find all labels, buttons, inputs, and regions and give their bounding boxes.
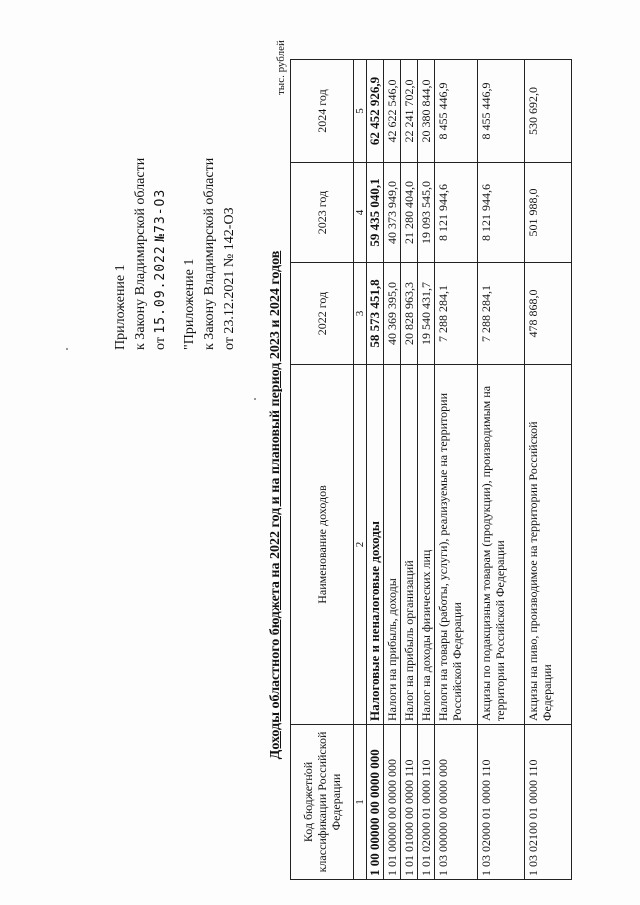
prev-annex-title: "Приложение 1	[182, 258, 197, 350]
annex-to-law: к Закону Владимирской области	[133, 157, 148, 350]
row-2024: 62 452 926,9	[367, 60, 384, 163]
header-2022: 2022 год	[291, 263, 354, 365]
table-row	[435, 60, 478, 880]
column-number: 5	[354, 60, 367, 163]
row-2024: 42 622 546,0	[384, 60, 401, 163]
annex-title: Приложение 1	[113, 264, 128, 350]
row-code: 1 03 02000 01 0000 110	[478, 725, 525, 880]
row-2023: 501 988,0	[525, 163, 572, 263]
row-2022: 478 868,0	[525, 263, 572, 365]
prev-annex-date-line: от 23.12.2021 № 142-ОЗ	[222, 207, 237, 350]
row-2023: 8 121 944,6	[478, 163, 525, 263]
row-2022: 40 369 395,0	[384, 263, 401, 365]
column-number: 4	[354, 163, 367, 263]
column-number: 1	[354, 725, 367, 880]
row-2023: 8 121 944,6	[435, 163, 478, 263]
prev-annex-header	[180, 158, 240, 350]
row-2023: 40 373 949,0	[384, 163, 401, 263]
row-name: Налог на доходы физических лиц	[418, 365, 435, 725]
header-code: Код бюджетной классификации Российской Федерации	[291, 725, 354, 880]
row-2023: 19 093 545,0	[418, 163, 435, 263]
income-table	[290, 59, 572, 880]
annex-date: 15.09.2022	[153, 245, 168, 334]
row-name: Налог на прибыль организаций	[401, 365, 418, 725]
row-name: Налоги на товары (работы, услуги), реализуемые на территории Российской Федерации	[435, 365, 478, 725]
table-row	[401, 60, 418, 880]
rotated-content	[4, 5, 636, 905]
row-2022: 20 828 963,3	[401, 263, 418, 365]
column-number: 3	[354, 263, 367, 365]
table-row	[384, 60, 401, 880]
row-code: 1 01 01000 00 0000 110	[401, 725, 418, 880]
prev-annex-to-law: к Закону Владимирской области	[202, 157, 217, 350]
row-code: 1 01 02000 01 0000 110	[418, 725, 435, 880]
row-2022: 19 540 431,7	[418, 263, 435, 365]
header-2024: 2024 год	[291, 60, 354, 163]
column-number: 2	[354, 365, 367, 725]
row-2023: 59 435 040,1	[367, 163, 384, 263]
row-2024: 8 455 446,9	[478, 60, 525, 163]
row-name: Акцизы на пиво, производимое на территории Российской Федерации	[525, 365, 572, 725]
column-number-row	[354, 60, 367, 880]
table-row	[525, 60, 572, 880]
row-name: Акцизы по подакцизным товарам (продукции), производимым на территории Российской Федерации	[478, 365, 525, 725]
row-2022: 7 288 284,1	[478, 263, 525, 365]
row-2023: 21 280 404,0	[401, 163, 418, 263]
row-code: 1 00 00000 00 0000 000	[367, 725, 384, 880]
row-2024: 530 692,0	[525, 60, 572, 163]
scan-speck	[254, 398, 256, 400]
row-2024: 20 380 844,0	[418, 60, 435, 163]
table-row	[418, 60, 435, 880]
scan-speck	[66, 348, 68, 350]
header-name: Наименование доходов	[291, 365, 354, 725]
row-2024: 22 241 702,0	[401, 60, 418, 163]
annex-date-line	[151, 158, 171, 350]
row-name: Налоговые и неналоговые доходы	[367, 365, 384, 725]
annex-header	[111, 158, 171, 350]
row-name: Налоги на прибыль, доходы	[384, 365, 401, 725]
row-2022: 7 288 284,1	[435, 263, 478, 365]
row-2024: 8 455 446,9	[435, 60, 478, 163]
table-header-row	[291, 60, 354, 880]
annex-date-prefix: от	[153, 337, 168, 350]
header-2023: 2023 год	[291, 163, 354, 263]
row-2022: 58 573 451,8	[367, 263, 384, 365]
row-code: 1 03 02100 01 0000 110	[525, 725, 572, 880]
document-title: Доходы областного бюджета на 2022 год и на плановый период 2023 и 2024 годов	[268, 250, 283, 760]
row-code: 1 01 00000 00 0000 000	[384, 725, 401, 880]
table-row	[367, 60, 384, 880]
annex-number: №73-ОЗ	[153, 188, 168, 242]
table-row	[478, 60, 525, 880]
units-label: тыс. рублей	[275, 40, 287, 95]
row-code: 1 03 00000 00 0000 000	[435, 725, 478, 880]
